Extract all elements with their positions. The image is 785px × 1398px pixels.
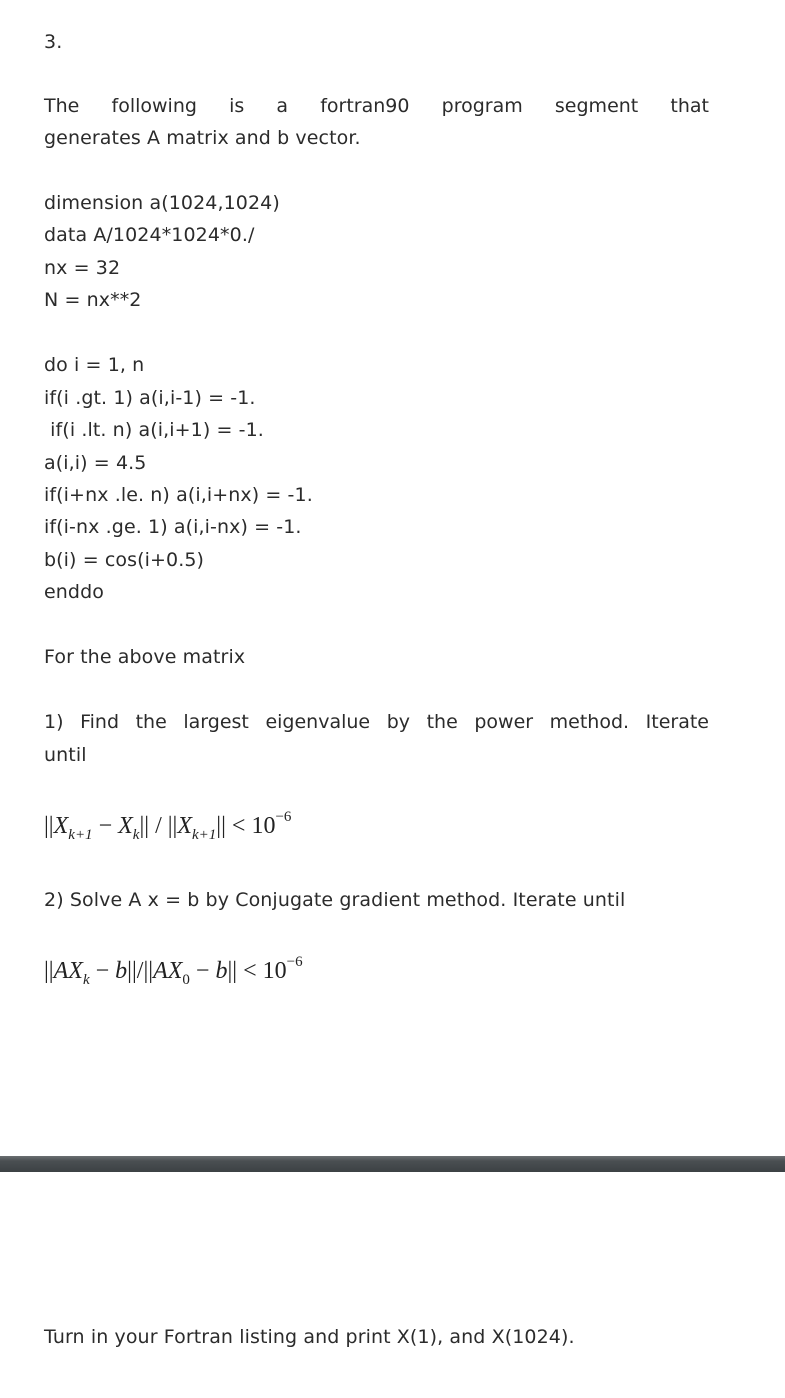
for-above-text: For the above matrix [44,646,246,668]
convergence-equation-1: $||X_{k+1} - X_k|| / ||X_{k+1}|| < 10^{-6}$ [44,809,292,843]
convergence-equation-2: $||AX_k - b||/||AX_0 - b|| < 10^{-6}$ [44,954,303,988]
problem-number: 3. [44,31,63,53]
code-line: if(i .gt. 1) a(i,i-1) = -1. [44,387,256,409]
code-line: if(i .lt. n) a(i,i+1) = -1. [44,419,264,441]
code-line: nx = 32 [44,257,121,279]
intro-line-2: generates A matrix and b vector. [44,127,361,149]
question-1-line-1: 1) Find the largest eigenvalue by the power method. Iterate [44,711,709,733]
question-1-line-2: until [44,744,87,766]
footer-instruction: Turn in your Fortran listing and print X(1), and X(1024). [44,1326,575,1348]
code-line: b(i) = cos(i+0.5) [44,549,205,571]
code-line: a(i,i) = 4.5 [44,452,147,474]
code-line: enddo [44,581,104,603]
code-line: do i = 1, n [44,354,145,376]
code-line: data A/1024*1024*0./ [44,224,255,246]
code-line: if(i-nx .ge. 1) a(i,i-nx) = -1. [44,516,302,538]
question-2-line: 2) Solve A x = b by Conjugate gradient method. Iterate until [44,889,626,911]
code-line: N = nx**2 [44,289,142,311]
intro-line-1: The following is a fortran90 program segment that [44,95,709,117]
page-divider [0,1156,785,1172]
code-line: if(i+nx .le. n) a(i,i+nx) = -1. [44,484,313,506]
code-line: dimension a(1024,1024) [44,192,280,214]
